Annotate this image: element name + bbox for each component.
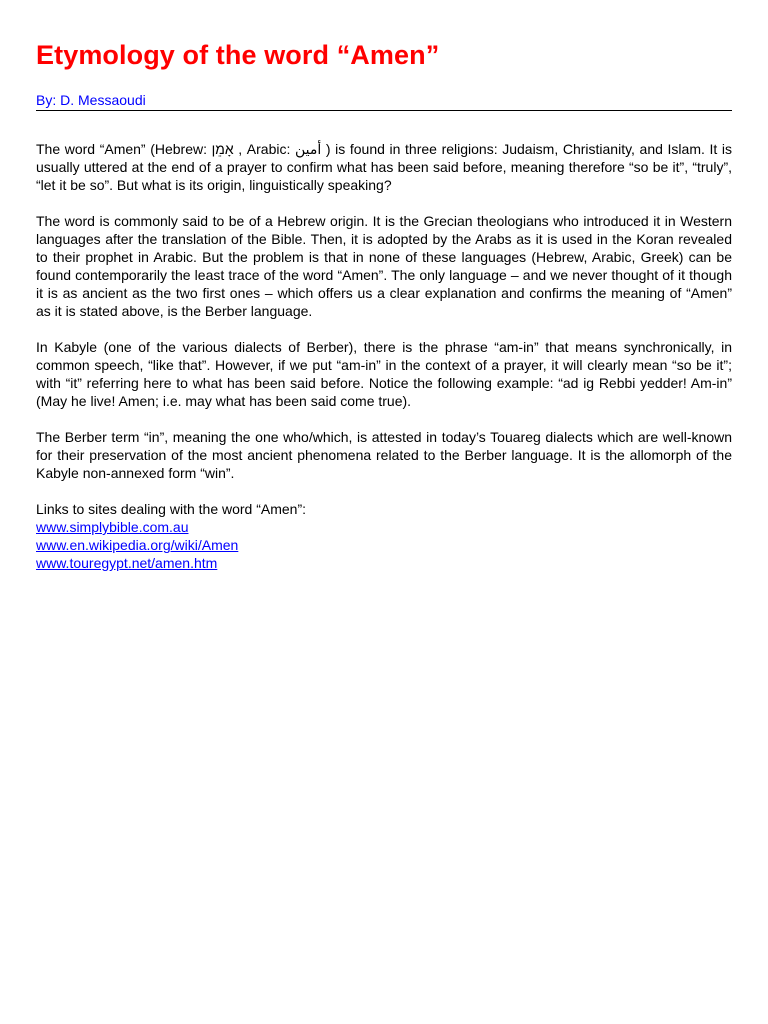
paragraph-intro: The word “Amen” (Hebrew: אָמֵן , Arabic: أمين ) is found in three religions: Judaism, Christianity, and Islam. It is usually uttered at the end of a prayer to confirm what has been said before, meaning therefore “so be it”, “truly”, “let it be so”. But what is its origin, linguistically speaking? <box>36 141 732 193</box>
header-divider <box>36 110 732 111</box>
paragraph-kabyle: In Kabyle (one of the various dialects of Berber), there is the phrase “am-in” that means synchronically, in common speech, “like that”. However, if we put “am-in” in the context of a prayer, it will clearly mean “so be it”; with “it” referring here to what has been said before. Notice the following example: “ad ig Rebbi yedder! Am-in” (May he live! Amen; i.e. may what has been said come true). <box>36 339 732 409</box>
article-body <box>36 140 732 482</box>
paragraph-berber-term: The Berber term “in”, meaning the one who/which, is attested in today’s Touareg dialects which are well-known for their preservation of the most ancient phenomena related to the Berber language. It is the allomorph of the Kabyle non-annexed form “win”. <box>36 429 732 481</box>
document-title: Etymology of the word “Amen” <box>36 40 440 70</box>
paragraph-origin: The word is commonly said to be of a Hebrew origin. It is the Grecian theologians who introduced it in Western languages after the translation of the Bible. Then, it is adopted by the Arabs as it is used in the Koran revealed to their prophet in Arabic. But the problem is that in none of these languages (Hebrew, Arabic, Greek) can be found contemporarily the least trace of the word “Amen”. The only language – and we never thought of it though it is as ancient as the two first ones – which offers us a clear explanation and confirms the meaning of “Amen” as it is stated above, is the Berber language. <box>36 213 732 319</box>
author-byline: By: D. Messaoudi <box>36 92 146 108</box>
link-wikipedia-amen[interactable]: www.en.wikipedia.org/wiki/Amen <box>36 537 239 553</box>
links-section <box>36 500 732 572</box>
links-heading: Links to sites dealing with the word “Amen”: <box>36 501 307 517</box>
link-touregypt-amen[interactable]: www.touregypt.net/amen.htm <box>36 555 218 571</box>
document-page <box>36 0 732 572</box>
link-simplybible[interactable]: www.simplybible.com.au <box>36 519 189 535</box>
